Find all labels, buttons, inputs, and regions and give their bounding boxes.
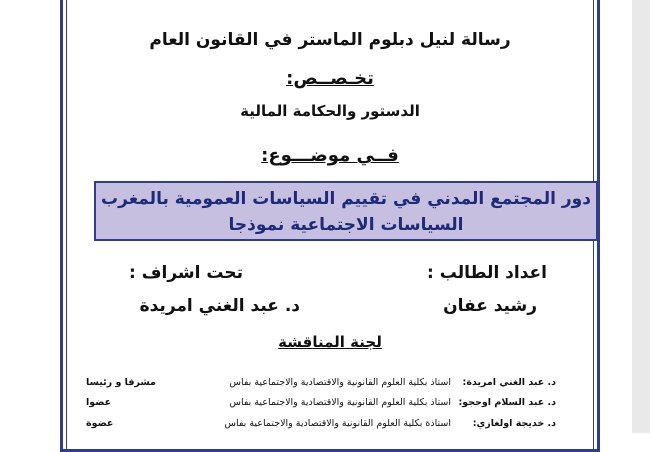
subject-line-2: السياسات الاجتماعية نموذجا	[228, 215, 464, 235]
subject-line-1: دور المجتمع المدني في تقييم السياسات العمومية بالمغرب	[101, 189, 591, 209]
member-role: مشرفا و رئيسا	[86, 377, 156, 388]
specialization-label: تخـصــص:	[286, 68, 374, 89]
committee-label: لجنة المناقشة	[278, 333, 382, 351]
member-position: استاذ بكلية العلوم القانونية والاقتصادية والاجتماعية بفاس	[229, 377, 451, 388]
committee-member-row	[86, 418, 556, 432]
subject-label: فــي موضـــوع:	[261, 145, 399, 166]
scrollbar-track[interactable]	[632, 0, 650, 433]
committee-member-row	[86, 377, 556, 391]
student-label: اعداد الطالب :	[427, 263, 547, 283]
member-name: د. عبد السلام اوحجو:	[458, 397, 556, 408]
member-role: عضوا	[86, 397, 112, 408]
thesis-title: رسالة لنيل دبلوم الماستر في القانون العام	[149, 30, 511, 50]
student-name: رشيد عفان	[443, 296, 537, 316]
committee-member-row	[86, 397, 556, 411]
supervisor-name: د. عبد الغني امريدة	[139, 296, 300, 316]
member-role: عضوة	[86, 418, 114, 429]
member-name: د. خديجة اولغازي:	[472, 418, 556, 429]
member-position: استاذة بكلية العلوم القانونية والاقتصادية والاجتماعية بفاس	[224, 418, 451, 429]
subject-box	[94, 181, 598, 241]
specialization-value: الدستور والحكامة المالية	[240, 102, 420, 120]
member-position: استاذ بكلية العلوم القانونية والاقتصادية والاجتماعية بفاس	[229, 397, 451, 408]
member-name: د. عبد الغني امريدة:	[462, 377, 556, 388]
supervisor-label: تحت اشراف :	[129, 263, 243, 283]
